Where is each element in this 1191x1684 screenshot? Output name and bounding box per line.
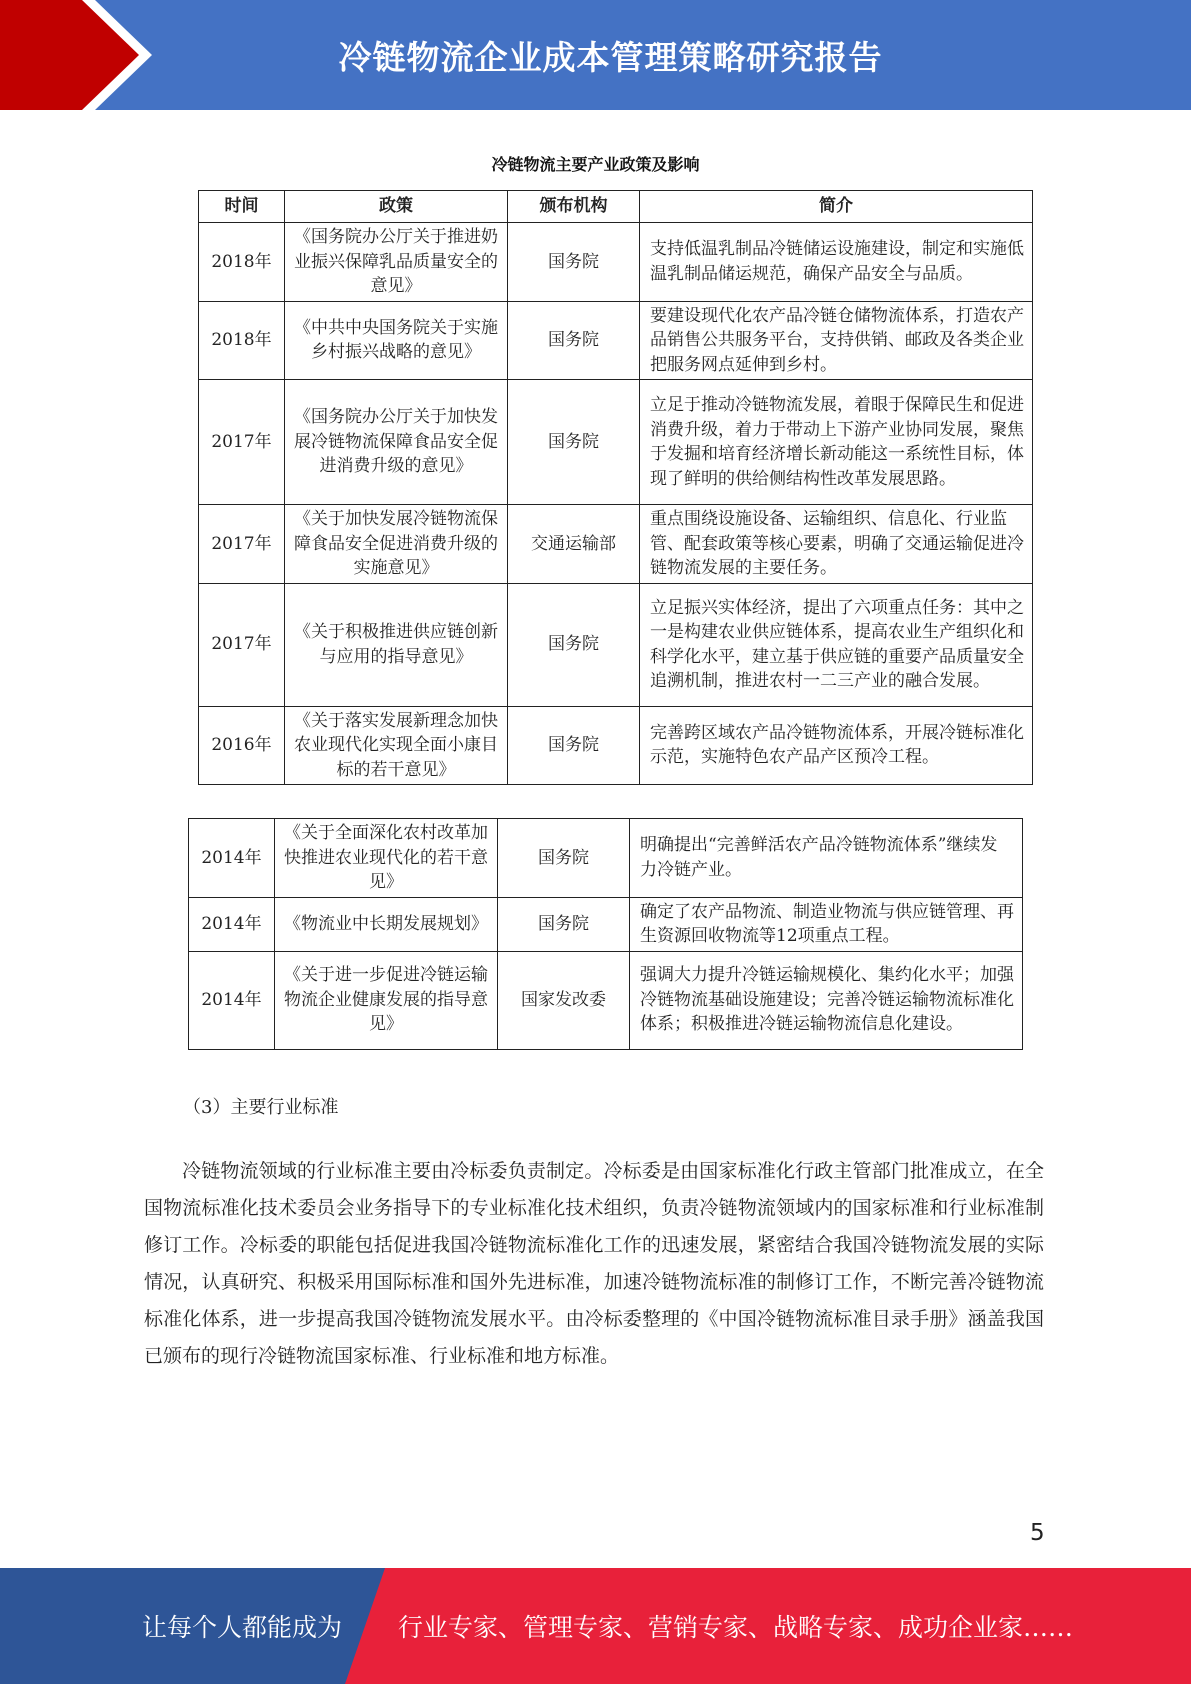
cell-policy: 《物流业中长期发展规划》 bbox=[275, 897, 498, 951]
cell-policy: 《关于加快发展冷链物流保障食品安全促进消费升级的实施意见》 bbox=[285, 505, 508, 584]
cell-year: 2014年 bbox=[189, 819, 275, 898]
header-org: 颁布机构 bbox=[508, 191, 640, 223]
policy-table-part-2 bbox=[188, 818, 1023, 1050]
cell-desc: 支持低温乳制品冷链储运设施建设，制定和实施低温乳制品储运规范，确保产品安全与品质。 bbox=[640, 223, 1033, 302]
footer-slogan-right: 行业专家、管理专家、营销专家、战略专家、成功企业家…… bbox=[398, 1613, 1074, 1642]
cell-policy: 《国务院办公厅关于推进奶业振兴保障乳品质量安全的意见》 bbox=[285, 223, 508, 302]
cell-org: 国务院 bbox=[508, 380, 640, 505]
cell-desc: 确定了农产品物流、制造业物流与供应链管理、再生资源回收物流等12项重点工程。 bbox=[630, 897, 1023, 951]
cell-desc: 立足于推动冷链物流发展，着眼于保障民生和促进消费升级，着力于带动上下游产业协同发展，聚焦于发掘和培育经济增长新动能这一系统性目标，体现了鲜明的供给侧结构性改革发展思路。 bbox=[640, 380, 1033, 505]
footer-banner bbox=[0, 1568, 1191, 1684]
cell-org: 国务院 bbox=[498, 819, 630, 898]
table-row bbox=[199, 223, 1033, 302]
cell-year: 2017年 bbox=[199, 583, 285, 706]
cell-org: 国务院 bbox=[508, 583, 640, 706]
cell-policy: 《国务院办公厅关于加快发展冷链物流保障食品安全促进消费升级的意见》 bbox=[285, 380, 508, 505]
cell-org: 国务院 bbox=[508, 706, 640, 785]
policy-table-part-1 bbox=[198, 190, 1033, 785]
table-row bbox=[199, 301, 1033, 380]
cell-policy: 《关于落实发展新理念加快农业现代化实现全面小康目标的若干意见》 bbox=[285, 706, 508, 785]
cell-org: 国家发改委 bbox=[498, 951, 630, 1049]
cell-year: 2014年 bbox=[189, 951, 275, 1049]
cell-policy: 《关于全面深化农村改革加快推进农业现代化的若干意见》 bbox=[275, 819, 498, 898]
cell-org: 国务院 bbox=[508, 223, 640, 302]
cell-year: 2017年 bbox=[199, 380, 285, 505]
footer-slogan-left: 让每个人都能成为 bbox=[142, 1613, 343, 1642]
cell-policy: 《关于进一步促进冷链运输物流企业健康发展的指导意见》 bbox=[275, 951, 498, 1049]
header-year: 时间 bbox=[199, 191, 285, 223]
cell-desc: 要建设现代化农产品冷链仓储物流体系，打造农产品销售公共服务平台，支持供销、邮政及各类企业把服务网点延伸到乡村。 bbox=[640, 301, 1033, 380]
body-paragraph: 冷链物流领域的行业标准主要由冷标委负责制定。冷标委是由国家标准化行政主管部门批准成立，在全国物流标准化技术委员会业务指导下的专业标准化技术组织，负责冷链物流领域内的国家标准和行业标准制修订工作。冷标委的职能包括促进我国冷链物流标准化工作的迅速发展，紧密结合我国冷链物流发展的实际情况，认真研究、积极采用国际标准和国外先进标准，加速冷链物流标准的制修订工作，不断完善冷链物流标准化体系，进一步提高我国冷链物流发展水平。由冷标委整理的《中国冷链物流标准目录手册》涵盖我国已颁布的现行冷链物流国家标准、行业标准和地方标准。 bbox=[144, 1160, 1044, 1367]
cell-desc: 重点围绕设施设备、运输组织、信息化、行业监管、配套政策等核心要素，明确了交通运输促进冷链物流发展的主要任务。 bbox=[640, 505, 1033, 584]
table-row bbox=[199, 505, 1033, 584]
cell-desc: 强调大力提升冷链运输规模化、集约化水平；加强冷链物流基础设施建设；完善冷链运输物流标准化体系；积极推进冷链运输物流信息化建设。 bbox=[630, 951, 1023, 1049]
page-number: 5 bbox=[1030, 1520, 1045, 1546]
cell-org: 国务院 bbox=[498, 897, 630, 951]
cell-year: 2018年 bbox=[199, 223, 285, 302]
header-desc: 简介 bbox=[640, 191, 1033, 223]
table-row bbox=[189, 819, 1023, 898]
cell-desc: 明确提出“完善鲜活农产品冷链物流体系”继续发力冷链产业。 bbox=[630, 819, 1023, 898]
cell-year: 2017年 bbox=[199, 505, 285, 584]
table-row bbox=[199, 380, 1033, 505]
table-row bbox=[199, 583, 1033, 706]
section-subheading: （3）主要行业标准 bbox=[183, 1097, 339, 1118]
header-policy: 政策 bbox=[285, 191, 508, 223]
table-row bbox=[199, 706, 1033, 785]
cell-org: 国务院 bbox=[508, 301, 640, 380]
cell-year: 2014年 bbox=[189, 897, 275, 951]
header-banner bbox=[0, 0, 1191, 110]
table-header-row bbox=[199, 191, 1033, 223]
cell-policy: 《关于积极推进供应链创新与应用的指导意见》 bbox=[285, 583, 508, 706]
cell-org: 交通运输部 bbox=[508, 505, 640, 584]
document-title: 冷链物流企业成本管理策略研究报告 bbox=[338, 37, 883, 77]
cell-desc: 立足振兴实体经济，提出了六项重点任务：其中之一是构建农业供应链体系，提高农业生产组织化和科学化水平，建立基于供应链的重要产品质量安全追溯机制，推进农村一二三产业的融合发展。 bbox=[640, 583, 1033, 706]
table-caption: 冷链物流主要产业政策及影响 bbox=[491, 155, 700, 174]
cell-year: 2018年 bbox=[199, 301, 285, 380]
table-row bbox=[189, 951, 1023, 1049]
cell-desc: 完善跨区域农产品冷链物流体系，开展冷链标准化示范，实施特色农产品产区预冷工程。 bbox=[640, 706, 1033, 785]
cell-year: 2016年 bbox=[199, 706, 285, 785]
cell-policy: 《中共中央国务院关于实施乡村振兴战略的意见》 bbox=[285, 301, 508, 380]
table-row bbox=[189, 897, 1023, 951]
